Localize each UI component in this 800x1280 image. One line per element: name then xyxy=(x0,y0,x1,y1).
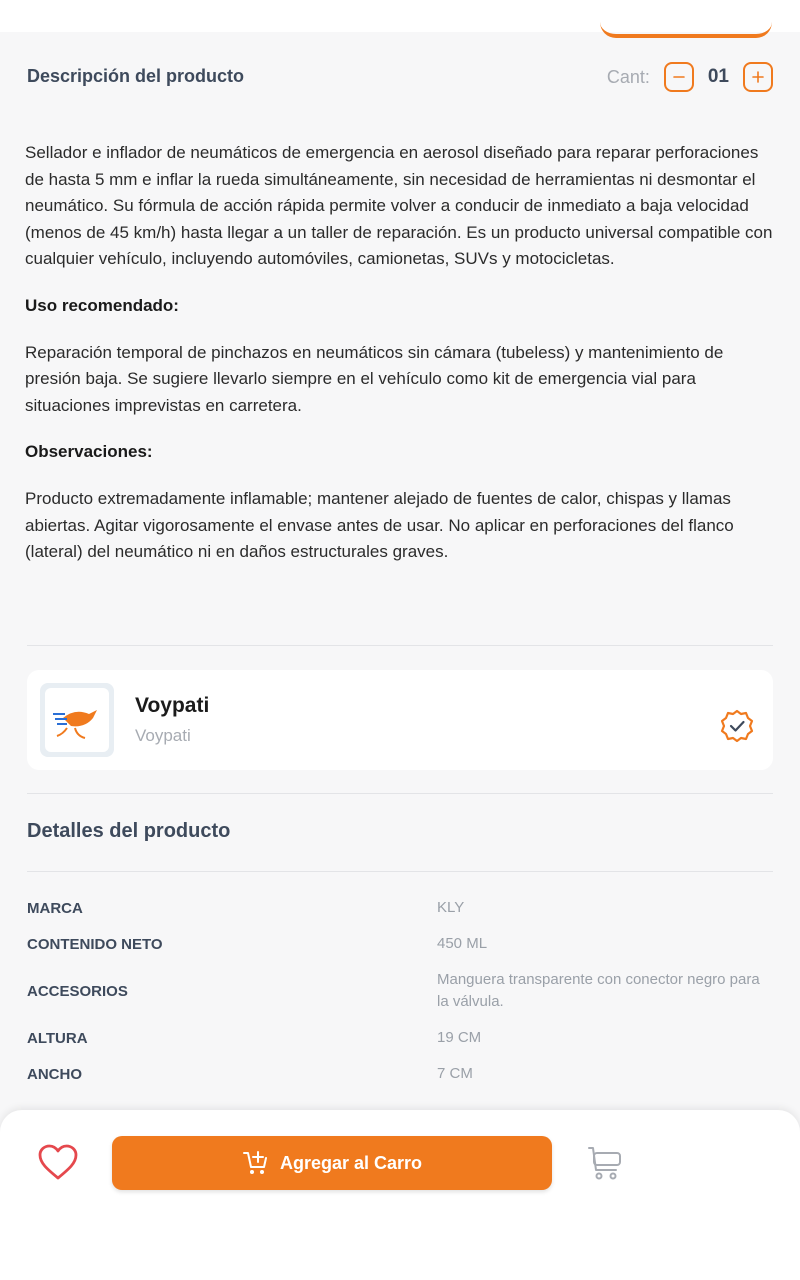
cart-icon xyxy=(586,1144,624,1182)
description-title: Descripción del producto xyxy=(27,66,245,86)
usage-heading: Uso recomendado: xyxy=(25,295,179,315)
decrease-quantity-button[interactable] xyxy=(664,62,694,92)
spec-value: 7 CM xyxy=(437,1065,473,1082)
top-action-button-edge[interactable] xyxy=(600,22,772,38)
vendor-card[interactable] xyxy=(27,670,773,770)
spec-value: KLY xyxy=(437,899,465,916)
notes-paragraph: Producto extremadamente inflamable; mantener alejado de fuentes de calor, chispas y llamas abiertas. Agitar vigorosamente el envase antes de usar. No aplicar en perforaciones del flanco (lateral) del neumático ni en daños estructurales graves. xyxy=(25,488,734,562)
heart-icon xyxy=(37,1143,79,1181)
quantity-label: Cant: xyxy=(606,66,650,87)
vendor-subtitle: Voypati xyxy=(135,726,191,745)
vendor-logo-image xyxy=(45,688,109,752)
vendor-name: Voypati xyxy=(135,694,210,717)
notes-heading: Observaciones: xyxy=(25,442,153,462)
description-body xyxy=(25,140,777,586)
usage-paragraph: Reparación temporal de pinchazos en neumáticos sin cámara (tubeless) y mantenimiento de presión baja. Se sugiere llevarlo siempre en el vehículo como kit de emergencia vial para situaciones imprevistas en carretera. xyxy=(25,342,724,415)
spec-key: ALTURA xyxy=(27,1029,88,1047)
quantity-stepper xyxy=(607,62,773,92)
description-paragraph: Sellador e inflador de neumáticos de emergencia en aerosol diseñado para reparar perforaciones de hasta 5 mm e inflar la rueda simultáneamente, sin necesidad de herramientas ni desmontar el neumático. Su fórmula de acción rápida permite volver a conducir de inmediato a baja velocidad (menos de 45 km/h) hasta llegar a un taller de reparación. Es un producto universal compatible con cualquier vehículo, incluyendo automóviles, camionetas, SUVs y motocicletas. xyxy=(25,143,773,269)
spec-key: CONTENIDO NETO xyxy=(27,935,163,953)
favorite-button[interactable] xyxy=(36,1140,80,1184)
bottom-action-bar xyxy=(0,1110,800,1280)
increase-quantity-button[interactable] xyxy=(743,62,773,92)
minus-icon xyxy=(673,71,685,83)
add-to-cart-button[interactable] xyxy=(112,1136,552,1190)
spec-value: 450 ML xyxy=(437,935,488,952)
spec-row xyxy=(27,966,773,1016)
plus-icon xyxy=(752,71,764,83)
spec-row xyxy=(27,1060,773,1088)
spec-row xyxy=(27,930,773,958)
spec-key: MARCA xyxy=(27,899,83,917)
spec-key: ACCESORIOS xyxy=(27,982,128,1000)
vendor-logo xyxy=(40,683,114,757)
cart-add-icon xyxy=(242,1149,270,1177)
add-to-cart-label: Agregar al Carro xyxy=(279,1152,423,1173)
cart-button[interactable] xyxy=(584,1142,626,1184)
specs-table xyxy=(27,894,773,1088)
spec-key: ANCHO xyxy=(27,1065,82,1083)
verified-badge-icon xyxy=(719,708,755,744)
spec-value: 19 CM xyxy=(437,1029,482,1046)
top-bar xyxy=(0,0,800,32)
spec-value: Manguera transparente con conector negro para la válvula. xyxy=(437,971,760,1010)
spec-row xyxy=(27,1024,773,1052)
divider xyxy=(27,645,773,646)
divider xyxy=(27,793,773,794)
spec-row xyxy=(27,894,773,922)
quantity-value: 01 xyxy=(707,66,729,87)
divider xyxy=(27,871,773,872)
details-title: Detalles del producto xyxy=(27,820,231,842)
description-header xyxy=(27,62,773,92)
